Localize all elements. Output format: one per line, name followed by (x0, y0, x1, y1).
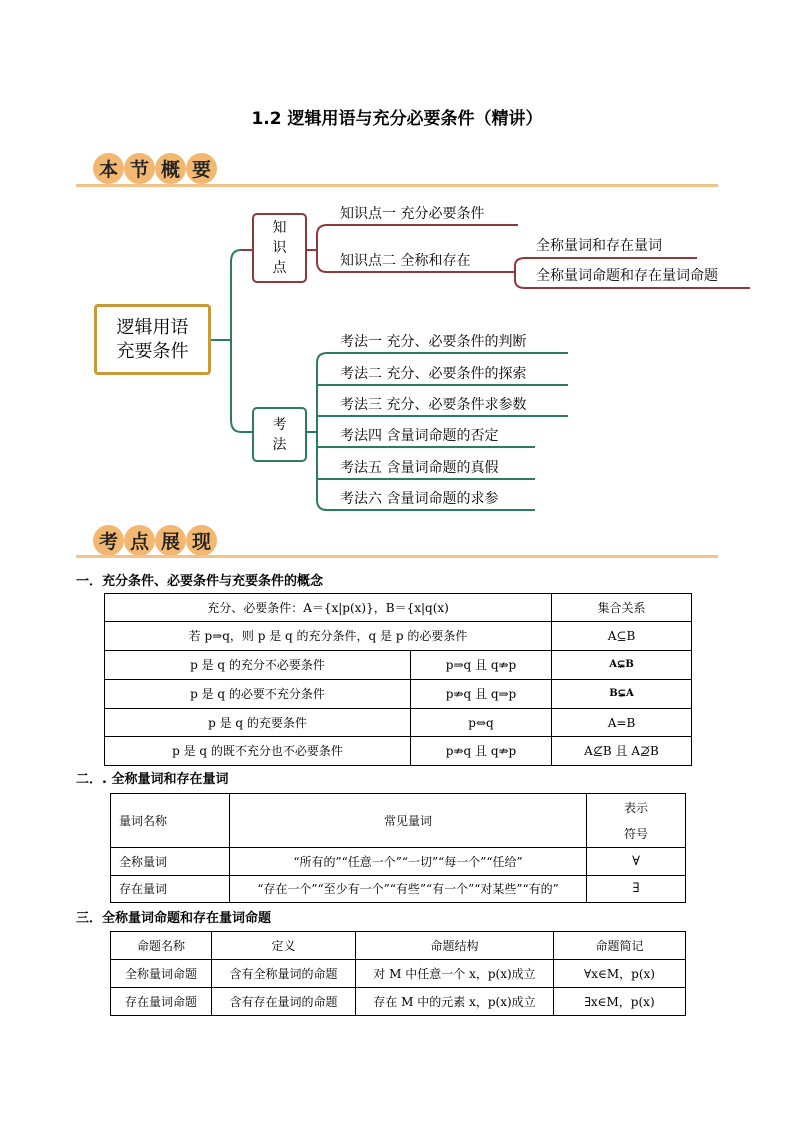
method-item: 考法一 充分、必要条件的判断 (340, 334, 527, 350)
table-cell: p⇒q 且 q⇏p (411, 651, 552, 680)
table-row (111, 960, 686, 988)
banner-char: 展 (155, 525, 186, 556)
header-line: 表示 (623, 800, 648, 815)
table-header-row (111, 932, 686, 960)
table-cell: 含有全称量词的命题 (212, 960, 356, 988)
method-item: 考法四 含量词命题的否定 (340, 428, 499, 444)
banner-char: 概 (155, 153, 186, 184)
section3-heading: 三．全称量词命题和存在量词命题 (76, 911, 272, 926)
knowledge-sub-1: 全称量词和存在量词 (536, 238, 662, 254)
method-item: 考法五 含量词命题的真假 (340, 460, 499, 476)
table-cell: ∀x∈M，p(x) (554, 960, 686, 988)
node-char: 点 (272, 260, 287, 276)
knowledge-point-1: 知识点一 充分必要条件 (340, 206, 485, 222)
table-header-row (105, 594, 692, 622)
concept-table (104, 593, 692, 766)
table-cell: p 是 q 的既不充分也不必要条件 (105, 737, 411, 766)
mindmap-node-methods (252, 407, 307, 462)
table-cell: ∃x∈M，p(x) (554, 988, 686, 1016)
table-cell: 常见量词 (230, 794, 587, 848)
table-cell: p 是 q 的充要条件 (105, 709, 411, 737)
table-cell (587, 794, 686, 848)
method-item: 考法二 充分、必要条件的探索 (340, 366, 527, 382)
table-cell: “所有的”“任意一个”“一切”“每一个”“任给” (230, 848, 587, 876)
table-cell: 存在 M 中的元素 x，p(x)成立 (356, 988, 554, 1016)
table-row (105, 651, 692, 680)
table-cell: p⇏q 且 q⇒p (411, 680, 552, 709)
node-char: 知 (272, 220, 287, 236)
banner-char: 点 (124, 525, 155, 556)
banner-char: 要 (186, 153, 217, 184)
table-cell: 命题结构 (356, 932, 554, 960)
proposition-table (110, 931, 686, 1016)
page-title: 1.2 逻辑用语与充分必要条件（精讲） (251, 109, 543, 129)
table-cell: 若 p⇒q，则 p 是 q 的充分条件，q 是 p 的必要条件 (105, 622, 552, 651)
table-cell: 存在量词 (111, 876, 230, 903)
knowledge-sub-2: 全称量词命题和存在量词命题 (536, 268, 718, 284)
table-cell: B⊊A (552, 680, 692, 709)
table-row (111, 988, 686, 1016)
table-cell: “存在一个”“至少有一个”“有些”“有一个”“对某些”“有的” (230, 876, 587, 903)
table-cell: 含有存在量词的命题 (212, 988, 356, 1016)
table-cell: 定义 (212, 932, 356, 960)
table-cell: A⊆B (552, 622, 692, 651)
table-cell: p 是 q 的必要不充分条件 (105, 680, 411, 709)
knowledge-point-2: 知识点二 全称和存在 (340, 253, 471, 269)
table-cell: 全称量词 (111, 848, 230, 876)
table-cell: ∀ (587, 848, 686, 876)
table-cell: p 是 q 的充分不必要条件 (105, 651, 411, 680)
mindmap-node-knowledge (252, 213, 307, 283)
table-cell: A⊈B 且 A⊉B (552, 737, 692, 766)
table-cell: 存在量词命题 (111, 988, 212, 1016)
central-line: 逻辑用语 (116, 316, 189, 338)
table-cell: 对 M 中任意一个 x，p(x)成立 (356, 960, 554, 988)
banner-char: 考 (93, 525, 124, 556)
table-cell: 命题简记 (554, 932, 686, 960)
table-row (105, 737, 692, 766)
banner-char: 节 (124, 153, 155, 184)
node-char: 考 (272, 416, 287, 433)
table-cell: A⊊B (552, 651, 692, 680)
node-char: 识 (272, 240, 287, 256)
method-item: 考法三 充分、必要条件求参数 (340, 397, 527, 413)
banner-char: 现 (186, 525, 217, 556)
table-cell: 命题名称 (111, 932, 212, 960)
table-row (105, 622, 692, 651)
node-char: 法 (272, 436, 287, 453)
banner-underline (76, 555, 718, 558)
banner-char: 本 (93, 153, 124, 184)
header-line: 符号 (623, 826, 648, 841)
table-cell: 充分、必要条件：A＝{x|p(x)}，B＝{x|q(x) (105, 594, 552, 622)
table-cell: 集合关系 (552, 594, 692, 622)
method-item: 考法六 含量词命题的求参 (340, 491, 499, 507)
table-row (105, 709, 692, 737)
central-line: 充要条件 (116, 340, 189, 362)
table-cell: A=B (552, 709, 692, 737)
table-cell: p⇏q 且 q⇏p (411, 737, 552, 766)
quantifier-table (110, 793, 686, 903)
table-cell: ∃ (587, 876, 686, 903)
table-cell: 量词名称 (111, 794, 230, 848)
section2-heading: 二．. 全称量词和存在量词 (76, 772, 229, 787)
table-row (111, 848, 686, 876)
table-row (111, 876, 686, 903)
section1-heading: 一．充分条件、必要条件与充要条件的概念 (76, 574, 324, 589)
table-header-row (111, 794, 686, 848)
table-row (105, 680, 692, 709)
mindmap-central-node (94, 304, 211, 375)
table-cell: 全称量词命题 (111, 960, 212, 988)
table-cell: p⇔q (411, 709, 552, 737)
